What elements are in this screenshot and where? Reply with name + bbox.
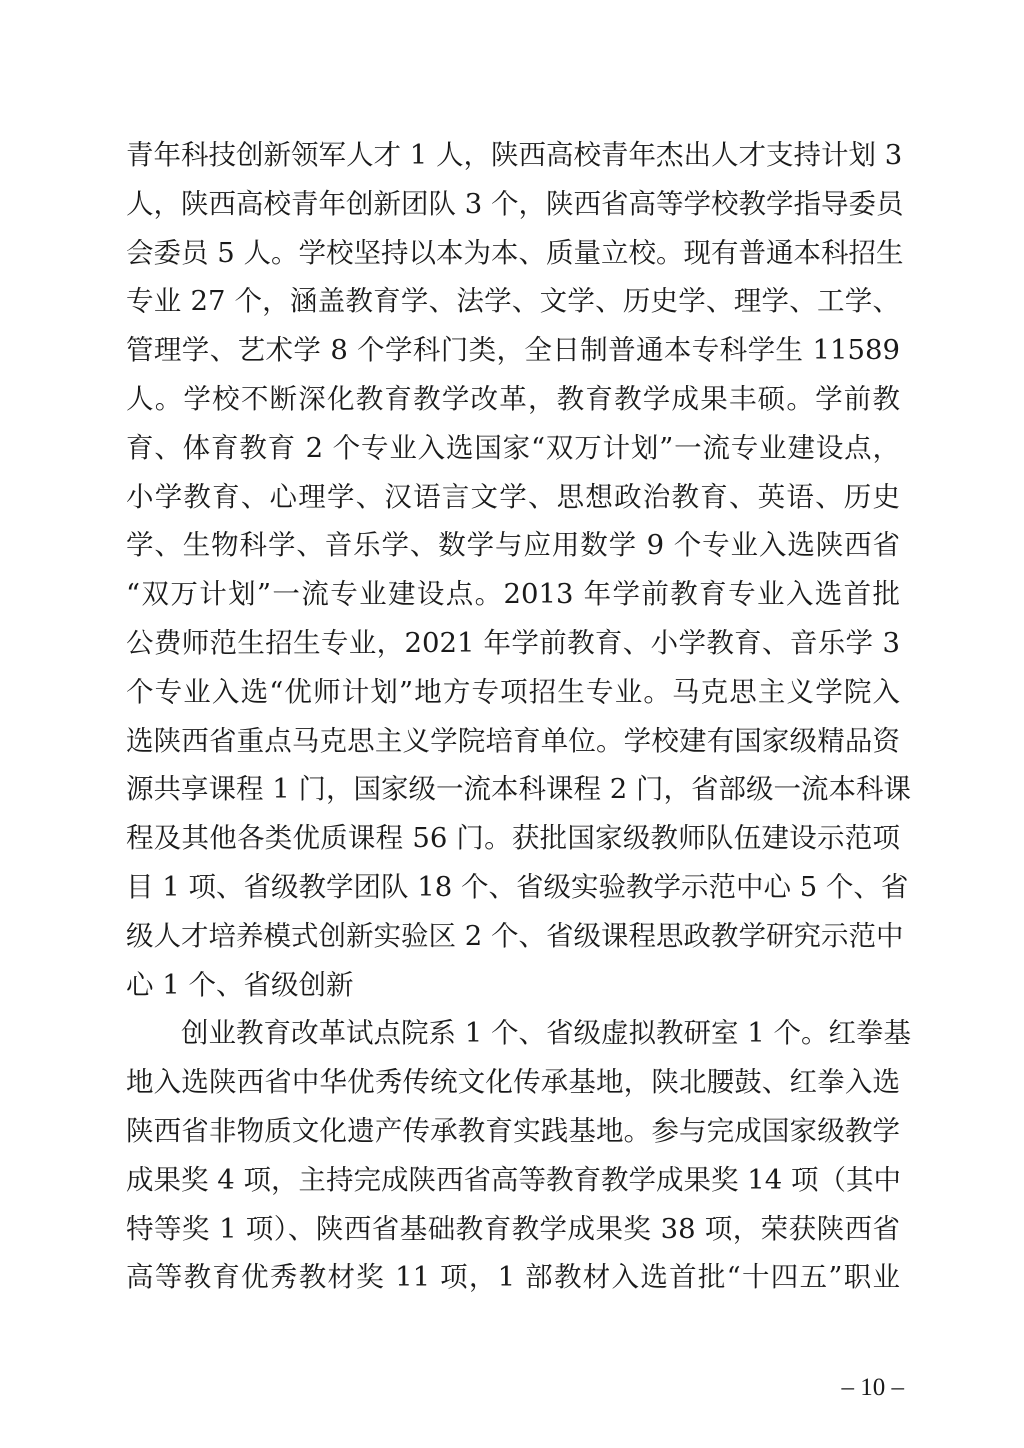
- text-line: 高等教育优秀教材奖 11 项，1 部教材入选首批“十四五”职业: [126, 1261, 900, 1294]
- text-line: 程及其他各类优质课程 56 门。获批国家级教师队伍建设示范项: [126, 822, 900, 855]
- text-line: 个专业入选“优师计划”地方专项招生专业。马克思主义学院入: [126, 675, 900, 708]
- text-line: 特等奖 1 项）、陕西省基础教育教学成果奖 38 项，荣获陕西省: [126, 1212, 900, 1245]
- text-line: 小学教育、心理学、汉语言文学、思想政治教育、英语、历史: [126, 480, 900, 513]
- text-line: 创业教育改革试点院系 1 个、省级虚拟教研室 1 个。红拳基: [181, 1017, 911, 1050]
- text-line: 人。学校不断深化教育教学改革，教育教学成果丰硕。学前教: [126, 382, 900, 415]
- text-line: 选陕西省重点马克思主义学院培育单位。学校建有国家级精品资: [126, 724, 900, 757]
- text-line: 源共享课程 1 门，国家级一流本科课程 2 门，省部级一流本科课: [126, 773, 911, 806]
- text-line: “双万计划”一流专业建设点。2013 年学前教育专业入选首批: [126, 578, 900, 611]
- text-line: 管理学、艺术学 8 个学科门类，全日制普通本专科学生 11589: [126, 334, 900, 367]
- text-line: 学、生物科学、音乐学、数学与应用数学 9 个专业入选陕西省: [126, 529, 900, 562]
- body-text: [126, 131, 911, 1302]
- text-line: 陕西省非物质文化遗产传承教育实践基地。参与完成国家级教学: [126, 1114, 900, 1147]
- text-line: 地入选陕西省中华优秀传统文化传承基地，陕北腰鼓、红拳入选: [126, 1066, 900, 1099]
- text-line: 人，陕西高校青年创新团队 3 个，陕西省高等学校教学指导委员: [126, 187, 904, 220]
- text-line: 目 1 项、省级教学团队 18 个、省级实验教学示范中心 5 个、省: [126, 870, 909, 903]
- text-line: 成果奖 4 项，主持完成陕西省高等教育教学成果奖 14 项（其中: [126, 1163, 901, 1196]
- text-line: 青年科技创新领军人才 1 人，陕西高校青年杰出人才支持计划 3: [126, 139, 903, 171]
- text-line: 公费师范生招生专业，2021 年学前教育、小学教育、音乐学 3: [126, 626, 900, 659]
- text-line: 级人才培养模式创新实验区 2 个、省级课程思政教学研究示范中: [126, 919, 904, 952]
- page-number: – 10 –: [841, 1374, 904, 1401]
- text-line: 心 1 个、省级创新: [126, 968, 354, 1001]
- text-line: 专业 27 个，涵盖教育学、法学、文学、历史学、理学、工学、: [126, 285, 900, 318]
- text-line: 会委员 5 人。学校坚持以本为本、质量立校。现有普通本科招生: [126, 236, 904, 269]
- text-line: 育、体育教育 2 个专业入选国家“双万计划”一流专业建设点，: [126, 431, 900, 464]
